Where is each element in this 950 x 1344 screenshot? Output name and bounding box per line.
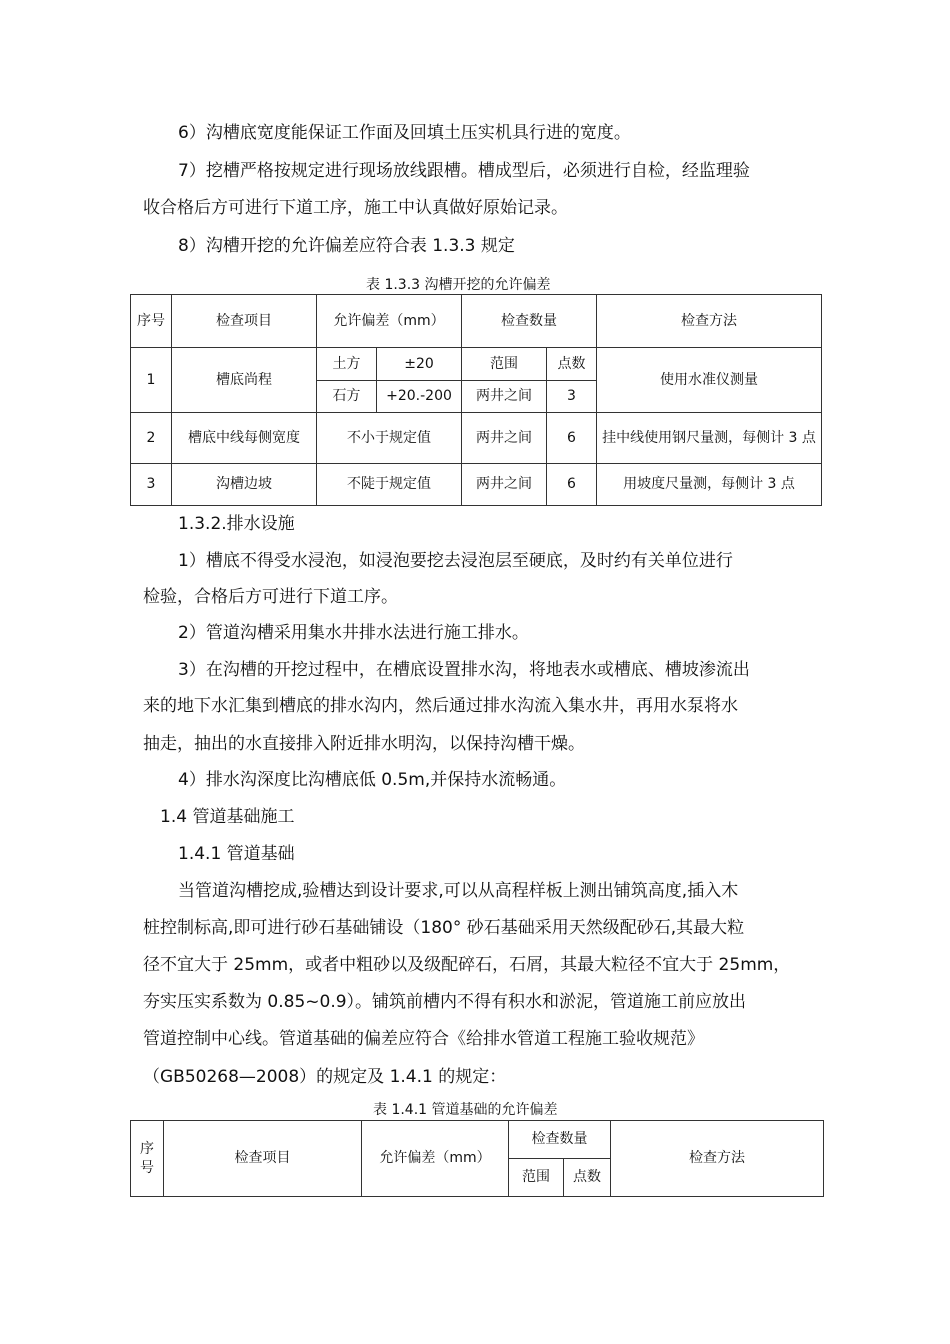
paragraph-line: 检验，合格后方可进行下道工序。 (143, 587, 398, 607)
header-no: 序号 (131, 295, 172, 348)
header-no: 序号 (131, 1121, 164, 1197)
paragraph-line: 收合格后方可进行下道工序，施工中认真做好原始记录。 (143, 198, 568, 218)
cell-type: 石方 (317, 381, 377, 413)
cell-tolerance: 不小于规定值 (317, 413, 462, 464)
header-tolerance: 允许偏差（mm） (317, 295, 462, 348)
paragraph-line: 抽走，抽出的水直接排入附近排水明沟，以保持沟槽干燥。 (143, 734, 585, 754)
table-caption: 表 1.3.3 沟槽开挖的允许偏差 (366, 277, 551, 293)
cell-points: 点数 (547, 348, 597, 381)
table-caption: 表 1.4.1 管道基础的允许偏差 (373, 1102, 558, 1118)
cell-value: ±20 (377, 348, 462, 381)
paragraph-line: 桩控制标高,即可进行砂石基础铺设（180° 砂石基础采用天然级配砂石,其最大粒 (143, 918, 745, 938)
cell-no: 2 (131, 413, 172, 464)
cell-no: 3 (131, 464, 172, 506)
cell-method: 使用水准仪测量 (597, 348, 822, 413)
tolerance-table-2 (130, 1120, 824, 1197)
paragraph-line: 径不宜大于 25mm，或者中粗砂以及级配碎石，石屑，其最大粒径不宜大于 25mm， (143, 955, 791, 975)
cell-range: 两井之间 (462, 464, 547, 506)
cell-value: +20.-200 (377, 381, 462, 413)
paragraph-line: （GB50268—2008）的规定及 1.4.1 的规定： (143, 1067, 507, 1087)
cell-method: 用坡度尺量测，每侧计 3 点 (597, 464, 822, 506)
cell-range: 两井之间 (462, 413, 547, 464)
table-header-row (131, 295, 822, 348)
cell-tolerance: 不陡于规定值 (317, 464, 462, 506)
cell-item: 槽底尚程 (172, 348, 317, 413)
paragraph-line: 来的地下水汇集到槽底的排水沟内，然后通过排水沟流入集水井，再用水泵将水 (143, 696, 738, 716)
cell-item: 槽底中线每侧宽度 (172, 413, 317, 464)
cell-type: 土方 (317, 348, 377, 381)
paragraph-line: 4）排水沟深度比沟槽底低 0.5m,并保持水流畅通。 (178, 770, 567, 790)
paragraph-line: 6）沟槽底宽度能保证工作面及回填土压实机具行进的宽度。 (178, 123, 631, 143)
section-heading: 1.3.2.排水设施 (178, 514, 295, 534)
header-method: 检查方法 (611, 1121, 824, 1197)
paragraph-line: 当管道沟槽挖成,验槽达到设计要求,可以从高程样板上测出铺筑高度,插入木 (178, 881, 739, 901)
cell-no: 1 (131, 348, 172, 413)
header-tolerance: 允许偏差（mm） (362, 1121, 509, 1197)
paragraph-line: 夯实压实系数为 0.85~0.9）。铺筑前槽内不得有积水和淤泥，管道施工前应放出 (143, 992, 747, 1012)
header-quantity: 检查数量 (509, 1121, 611, 1159)
cell-points: 6 (547, 464, 597, 506)
header-range: 范围 (509, 1159, 564, 1197)
table-header-row (131, 1121, 824, 1159)
paragraph-line: 1）槽底不得受水浸泡，如浸泡要挖去浸泡层至硬底，及时约有关单位进行 (178, 551, 733, 571)
section-heading: 1.4.1 管道基础 (178, 844, 295, 864)
table-row (131, 413, 822, 464)
cell-range: 范围 (462, 348, 547, 381)
header-quantity: 检查数量 (462, 295, 597, 348)
header-points: 点数 (564, 1159, 611, 1197)
header-method: 检查方法 (597, 295, 822, 348)
cell-points: 3 (547, 381, 597, 413)
cell-method: 挂中线使用钢尺量测，每侧计 3 点 (597, 413, 822, 464)
paragraph-line: 3）在沟槽的开挖过程中，在槽底设置排水沟，将地表水或槽底、槽坡渗流出 (178, 660, 750, 680)
cell-item: 沟槽边坡 (172, 464, 317, 506)
header-item: 检查项目 (164, 1121, 362, 1197)
paragraph-line: 2）管道沟槽采用集水井排水法进行施工排水。 (178, 623, 529, 643)
paragraph-line: 管道控制中心线。管道基础的偏差应符合《给排水管道工程施工验收规范》 (143, 1029, 704, 1049)
tolerance-table-1 (130, 294, 822, 506)
cell-points: 6 (547, 413, 597, 464)
paragraph-line: 7）挖槽严格按规定进行现场放线跟槽。槽成型后，必须进行自检，经监理验 (178, 161, 750, 181)
table-row (131, 464, 822, 506)
paragraph-line: 8）沟槽开挖的允许偏差应符合表 1.3.3 规定 (178, 236, 515, 256)
header-item: 检查项目 (172, 295, 317, 348)
table-row (131, 348, 822, 381)
section-heading: 1.4 管道基础施工 (160, 807, 295, 827)
cell-range: 两井之间 (462, 381, 547, 413)
